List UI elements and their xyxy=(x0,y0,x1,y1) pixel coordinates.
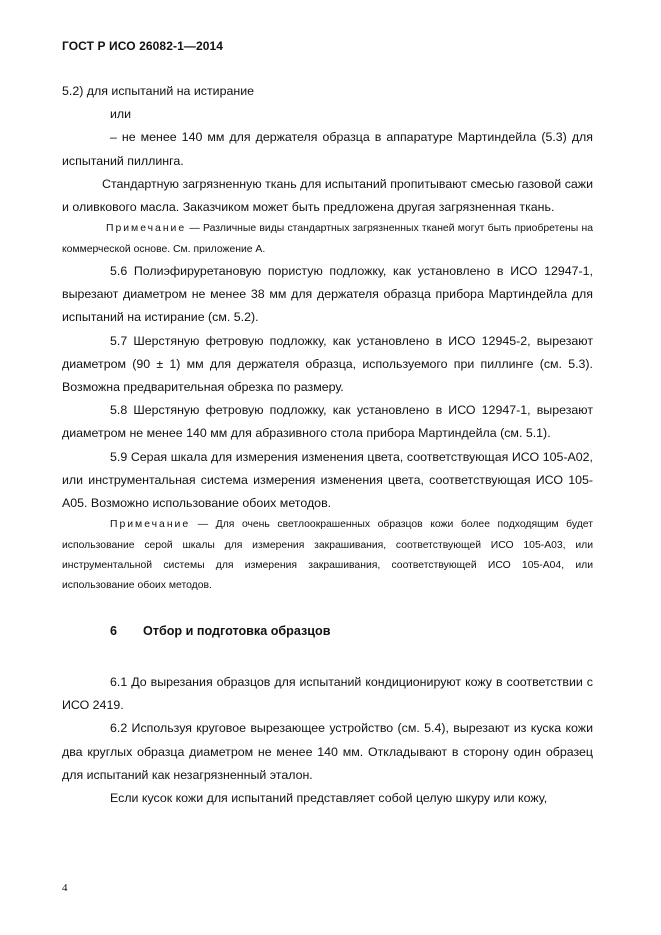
section-title: Отбор и подготовка образцов xyxy=(143,623,331,638)
paragraph-5-8: 5.8 Шерстяную фетровую подложку, как установлено в ИСО 12947-1, вырезают диаметром не менее 140 мм для абразивного стола прибора Мартиндейла (см. 5.1). xyxy=(62,403,593,441)
paragraph-6-1: 6.1 До вырезания образцов для испытаний кондиционируют кожу в соответствии с ИСО 2419. xyxy=(62,674,593,713)
note-text: — Для очень светлоокрашенных образцов кожи более подходящим будет использование серой шкалы для измерения закрашивания, соответствующей ИСО 105-А03, или инструментальной системы для измерения закрашивания, соответствующей ИСО 105-А04, или использование обоих методов. xyxy=(62,519,593,592)
note-text: — Различные виды стандартных загрязненных тканей могут быть приобретены на коммерческой основе. См. приложение А. xyxy=(62,223,593,255)
paragraph-5-2-end: 5.2) для испытаний на истирание xyxy=(62,84,255,98)
section-heading xyxy=(62,621,593,641)
note-label: Примечание xyxy=(106,223,187,235)
note-2 xyxy=(62,515,593,597)
paragraph-or: или xyxy=(110,107,132,122)
page-number: 4 xyxy=(62,882,68,894)
section-number: 6 xyxy=(110,623,118,638)
document-header: ГОСТ Р ИСО 26082-1—2014 xyxy=(62,39,224,53)
paragraph-6-2: 6.2 Используя круговое вырезающее устройство (см. 5.4), вырезают из куска кожи два круглых образца диаметром не менее 140 мм. Откладывают в сторону один образец для испытаний как незагрязненный эталон. xyxy=(62,721,593,782)
paragraph-5-6: 5.6 Полиэфируретановую пористую подложку, как установлено в ИСО 12947-1, вырезают диаметром не менее 38 мм для держателя образца прибора Мартиндейла для испытаний на истирание (см. 5.2). xyxy=(62,264,593,325)
paragraph-5-7: 5.7 Шерстяную фетровую подложку, как установлено в ИСО 12945-2, вырезают диаметром (90 ± 1) мм для держателя образца, используемого при пиллинге (см. 5.3). Возможна предварительная обрезка по размеру. xyxy=(62,333,593,395)
paragraph-soiled-fabric: Стандартную загрязненную ткань для испытаний пропитывают смесью газовой сажи и оливкового масла. Заказчиком может быть предложена другая загрязненная ткань. xyxy=(62,176,593,215)
paragraph-pilling-holder: – не менее 140 мм для держателя образца в аппаратуре Мартиндейла (5.3) для испытаний пиллинга. xyxy=(62,130,593,168)
note-1 xyxy=(62,219,593,260)
paragraph-6-2-cont: Если кусок кожи для испытаний представляет собой целую шкуру или кожу, xyxy=(110,790,548,805)
paragraph-5-9: 5.9 Серая шкала для измерения изменения цвета, соответствующая ИСО 105-А02, или инструментальная система измерения изменения цвета, соответствующая ИСО 105-А05. Возможно использование обоих методов. xyxy=(62,449,593,511)
document-body xyxy=(62,80,593,810)
note-label: Примечание xyxy=(110,519,191,531)
